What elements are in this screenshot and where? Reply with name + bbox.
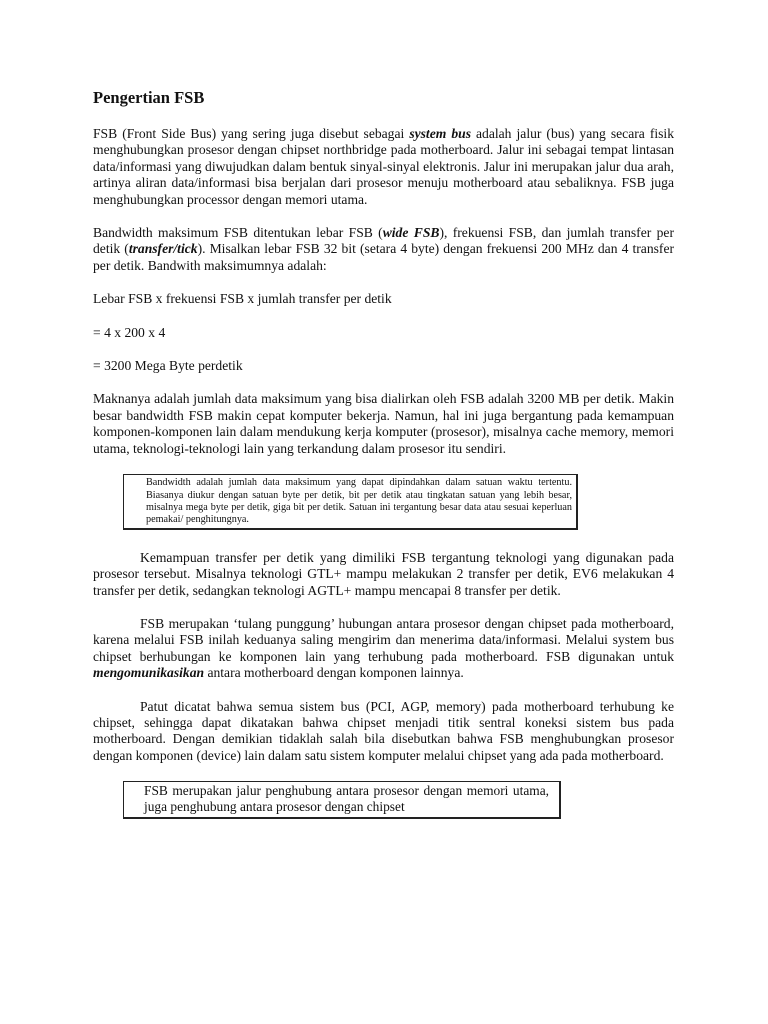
p5-emphasis: mengomunikasikan <box>93 665 205 681</box>
p2-text-c: ). Misalkan lebar FSB 32 bit (setara 4 byte) dengan frekuensi 200 MHz dan 4 transfer per detik. Bandwith maksimumnya adalah: <box>93 241 675 273</box>
p5-text-a: FSB merupakan ‘tulang punggung’ hubungan antara prosesor dengan chipset pada motherboard, karena melalui FSB inilah keduanya saling mengirim dan menerima data/informasi. Melalui system bus chipset berhubungan ke komponen lain yang terhubung pada motherboard. FSB digunakan untuk <box>93 615 674 664</box>
fsb-summary-box: FSB merupakan jalur penghubung antara prosesor dengan memori utama, juga penghubung antara prosesor dengan chipset <box>123 781 561 818</box>
paragraph-definition <box>93 126 674 208</box>
p1-text-a: FSB (Front Side Bus) yang sering juga disebut sebagai <box>93 126 410 141</box>
p2-emphasis-1: wide FSB <box>382 225 440 241</box>
p2-emphasis-2: transfer/tick <box>128 241 198 257</box>
document-body <box>93 88 674 819</box>
p2-text-b: ), frekuensi FSB, dan jumlah transfer per detik ( <box>93 225 674 257</box>
paragraph-chipset: Patut dicatat bahwa semua sistem bus (PCI, AGP, memory) pada motherboard terhubung ke chipset, sehingga dapat dikatakan bahwa chipset menjadi titik sentral koneksi sistem bus pada motherboard. Dengan demikian tidaklah salah bila disebutkan bahwa FSB menghubungkan prosesor dengan komponen (device) lain dalam satu sistem komputer melalui chipset yang ada pada motherboard. <box>93 698 674 763</box>
formula-line-3: = 3200 Mega Byte perdetik <box>93 358 243 374</box>
p2-text-a: Bandwidth maksimum FSB ditentukan lebar FSB ( <box>93 225 383 241</box>
p5-text-b: antara motherboard dengan komponen lainnya. <box>204 665 464 681</box>
bandwidth-definition-box: Bandwidth adalah jumlah data maksimum yang dapat dipindahkan dalam satuan waktu tertentu. Biasanya diukur dengan satuan byte per detik, bit per detik atau tingkatan satuan yang lebih besar, misalnya mega byte per detik, giga bit per detik. Satuan ini tergantung besar data atau sesuai keperluan pemakai/ penghitungnya. <box>123 474 578 530</box>
paragraph-backbone <box>93 616 674 682</box>
p1-emphasis: system bus <box>409 126 471 141</box>
p1-text-b: adalah jalur (bus) yang secara fisik menghubungkan prosesor dengan chipset northbridge pada motherboard. Jalur ini sebagai tempat lintasan data/informasi yang diwujudkan dalam bentuk sinyal-sinyal elektronis. Jalur ini merupakan jalur dua arah, artinya aliran data/informasi bisa berjalan dari prosesor menuju motherboard atau sebaliknya. FSB juga menghubungkan processor dengan memori utama. <box>93 126 674 207</box>
formula-line-2: = 4 x 200 x 4 <box>93 324 166 340</box>
paragraph-bandwidth <box>93 225 674 274</box>
paragraph-transfer-capability: Kemampuan transfer per detik yang dimiliki FSB tergantung teknologi yang digunakan pada prosesor tersebut. Misalnya teknologi GTL+ mampu melakukan 2 transfer per detik, EV6 melakukan 4 transfer per detik, sedangkan teknologi AGTL+ mampu mencapai 8 transfer per detik. <box>93 549 674 598</box>
formula-line-1: Lebar FSB x frekuensi FSB x jumlah transfer per detik <box>93 291 392 307</box>
page-title: Pengertian FSB <box>93 88 205 107</box>
paragraph-meaning: Maknanya adalah jumlah data maksimum yang bisa dialirkan oleh FSB adalah 3200 MB per detik. Makin besar bandwidth FSB makin cepat komputer bekerja. Namun, hal ini juga bergantung pada kemampuan komponen-komponen lain dalam mendukung kerja komputer (prosesor), misalnya cache memory, memori utama, teknologi-teknologi lain yang terkandung dalam prosesor itu sendiri. <box>93 391 674 456</box>
